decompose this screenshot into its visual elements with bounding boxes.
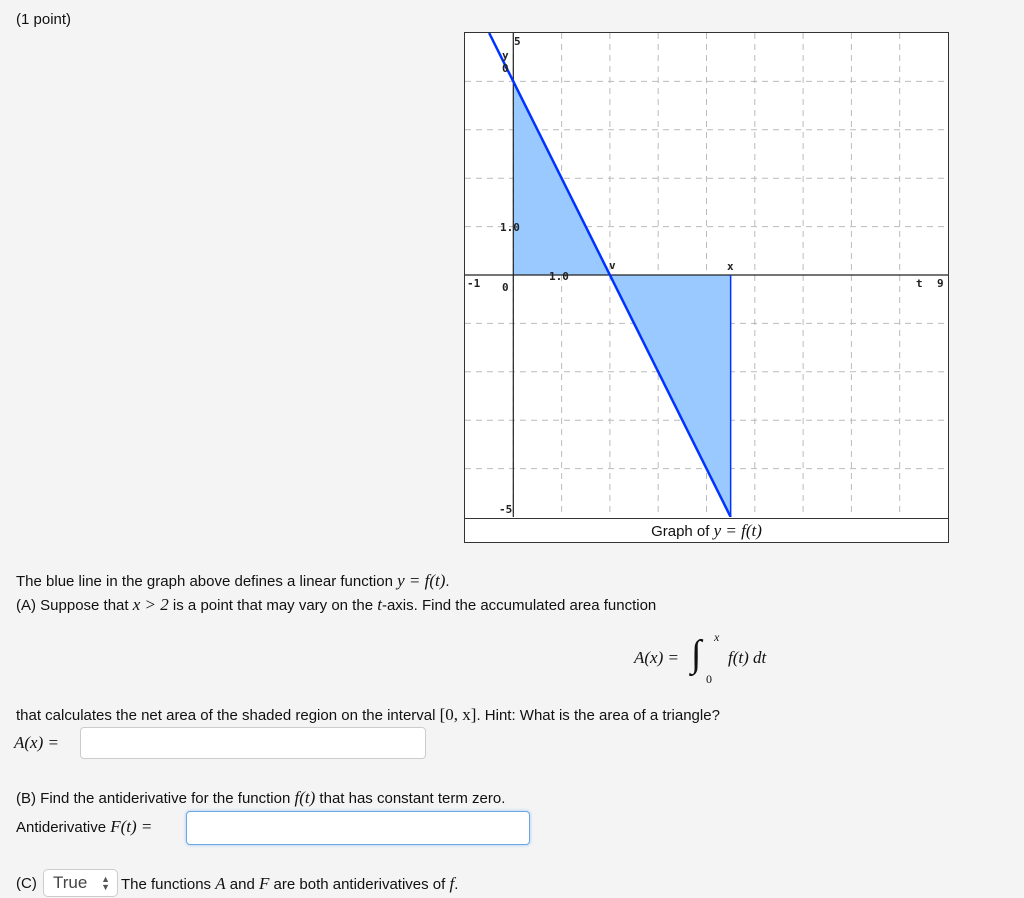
math: x > 2 bbox=[132, 595, 169, 614]
a-answer-input[interactable] bbox=[80, 727, 426, 759]
y-min-label: -5 bbox=[499, 503, 513, 516]
y-axis-name: y bbox=[502, 49, 509, 62]
t: Antiderivative bbox=[16, 819, 111, 836]
t: . bbox=[445, 573, 450, 590]
math: [0, x] bbox=[439, 705, 477, 724]
t: is a point that may vary on the bbox=[168, 597, 378, 614]
integrand: f(t) dt bbox=[728, 648, 767, 667]
y-zero-label: 0 bbox=[502, 62, 509, 75]
t: The functions bbox=[121, 876, 216, 893]
caption-math: y = f(t) bbox=[713, 521, 762, 540]
t: (B) Find the antiderivative for the function bbox=[16, 790, 295, 807]
x-label: x bbox=[727, 260, 734, 273]
select-value: True bbox=[53, 873, 88, 892]
select-arrows-icon: ▲ ▼ bbox=[101, 874, 110, 892]
part-b-text bbox=[16, 788, 505, 808]
math: y = f(t) bbox=[397, 571, 446, 590]
calc-text bbox=[16, 705, 720, 725]
part-a-text bbox=[16, 595, 656, 615]
t-min-label: -1 bbox=[467, 277, 481, 290]
math: F bbox=[258, 874, 270, 893]
t: . bbox=[454, 876, 459, 893]
integral-sign: ∫ bbox=[691, 633, 702, 675]
math: f bbox=[449, 874, 455, 893]
t: The blue line in the graph above defines a linear function bbox=[16, 573, 398, 590]
part-c-label: (C) bbox=[16, 875, 37, 892]
math: A bbox=[215, 874, 226, 893]
f-answer-input[interactable] bbox=[186, 811, 530, 845]
true-false-select[interactable] bbox=[43, 869, 118, 897]
lower-limit: 0 bbox=[706, 672, 712, 686]
y-max-label: 5 bbox=[514, 35, 521, 48]
graph-caption bbox=[465, 518, 948, 543]
t: are both antiderivatives of bbox=[269, 876, 450, 893]
t: that has constant term zero. bbox=[315, 790, 506, 807]
t: . Hint: What is the area of a triangle? bbox=[476, 707, 720, 724]
t: and bbox=[225, 876, 259, 893]
v-label: v bbox=[609, 259, 616, 272]
t: (A) Suppose that bbox=[16, 597, 133, 614]
antiderivative-label bbox=[16, 817, 152, 837]
part-c-text bbox=[121, 874, 458, 894]
upper-limit: x bbox=[714, 630, 720, 644]
t: -axis. Find the accumulated area function bbox=[381, 597, 657, 614]
t-max-label: 9 bbox=[937, 277, 944, 290]
graph-panel bbox=[464, 32, 949, 543]
y-tick-label: 1.0 bbox=[500, 221, 520, 234]
math: t bbox=[377, 595, 382, 614]
t-axis-name: t bbox=[916, 277, 923, 290]
t-tick-label: 1.0 bbox=[549, 270, 569, 283]
caption-text: Graph of bbox=[651, 523, 714, 540]
t: that calculates the net area of the shaded region on the interval bbox=[16, 707, 440, 724]
intro-text bbox=[16, 571, 450, 591]
math: F(t) = bbox=[110, 817, 153, 836]
origin-label: 0 bbox=[502, 281, 509, 294]
a-input-label: A(x) = bbox=[14, 733, 59, 752]
math: f(t) bbox=[294, 788, 316, 807]
graph-plot bbox=[465, 33, 948, 517]
points-label: (1 point) bbox=[16, 11, 72, 28]
formula-lhs: A(x) = bbox=[634, 648, 679, 667]
integral-formula bbox=[634, 630, 794, 690]
